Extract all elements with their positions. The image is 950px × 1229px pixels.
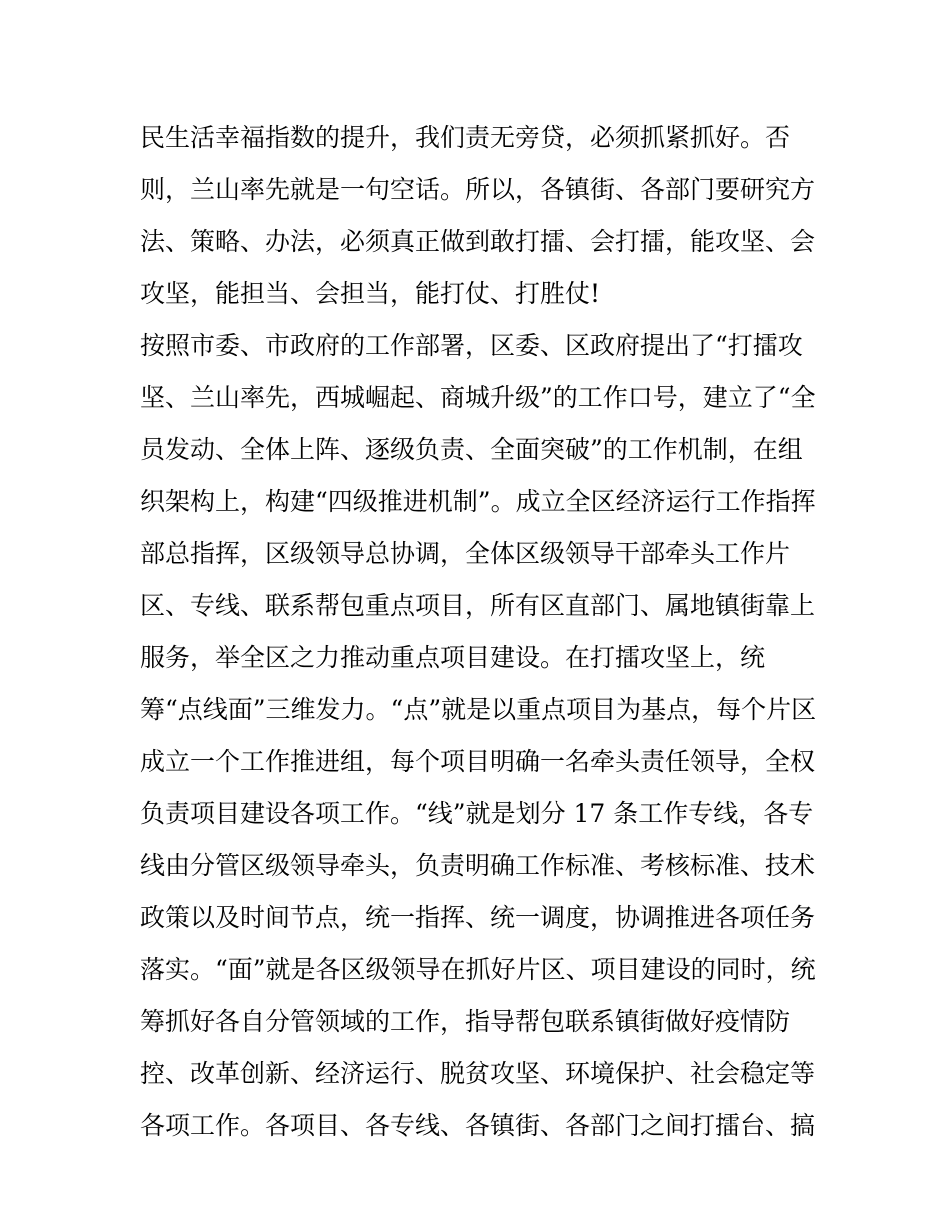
body-text bbox=[140, 112, 830, 1152]
text-line-16: 政策以及时间节点，统一指挥、统一调度，协调推进各项任务 bbox=[140, 903, 816, 932]
text-line-19: 控、改革创新、经济运行、脱贫攻坚、环境保护、社会稳定等 bbox=[140, 1059, 816, 1088]
text-line-13: 成立一个工作推进组，每个项目明确一名牵头责任领导，全权 bbox=[140, 747, 816, 776]
text-line-7: 员发动、全体上阵、逐级负责、全面突破”的工作机制，在组 bbox=[140, 435, 803, 464]
text-line-14: 负责项目建设各项工作。“线”就是划分 17 条工作专线，各专 bbox=[140, 799, 814, 828]
text-line-17: 落实。“面”就是各区级领导在抓好片区、项目建设的同时，统 bbox=[140, 955, 816, 984]
text-line-6: 坚、兰山率先，西城崛起、商城升级”的工作口号，建立了“全 bbox=[140, 383, 816, 412]
text-line-2: 则，兰山率先就是一句空话。所以，各镇街、各部门要研究方 bbox=[140, 175, 816, 204]
text-line-8: 织架构上，构建“四级推进机制”。成立全区经济运行工作指挥 bbox=[140, 487, 816, 516]
text-line-1: 民生活幸福指数的提升，我们责无旁贷，必须抓紧抓好。否 bbox=[140, 123, 791, 152]
text-line-4: 攻坚，能担当、会担当，能打仗、打胜仗! bbox=[140, 279, 601, 308]
text-line-10: 区、专线、联系帮包重点项目，所有区直部门、属地镇街靠上 bbox=[140, 591, 816, 620]
text-line-15: 线由分管区级领导牵头，负责明确工作标准、考核标准、技术 bbox=[140, 851, 816, 880]
text-line-12: 筹“点线面”三维发力。“点”就是以重点项目为基点，每个片区 bbox=[140, 695, 817, 724]
text-line-20: 各项工作。各项目、各专线、各镇街、各部门之间打擂台、搞 bbox=[140, 1111, 816, 1140]
text-line-5: 按照市委、市政府的工作部署，区委、区政府提出了“打擂攻 bbox=[140, 331, 803, 360]
text-line-18: 筹抓好各自分管领域的工作，指导帮包联系镇街做好疫情防 bbox=[140, 1007, 791, 1036]
text-line-3: 法、策略、办法，必须真正做到敢打擂、会打擂，能攻坚、会 bbox=[140, 227, 816, 256]
text-line-11: 服务，举全区之力推动重点项目建设。在打擂攻坚上，统 bbox=[140, 643, 766, 672]
text-line-9: 部总指挥，区级领导总协调，全体区级领导干部牵头工作片 bbox=[140, 539, 791, 568]
